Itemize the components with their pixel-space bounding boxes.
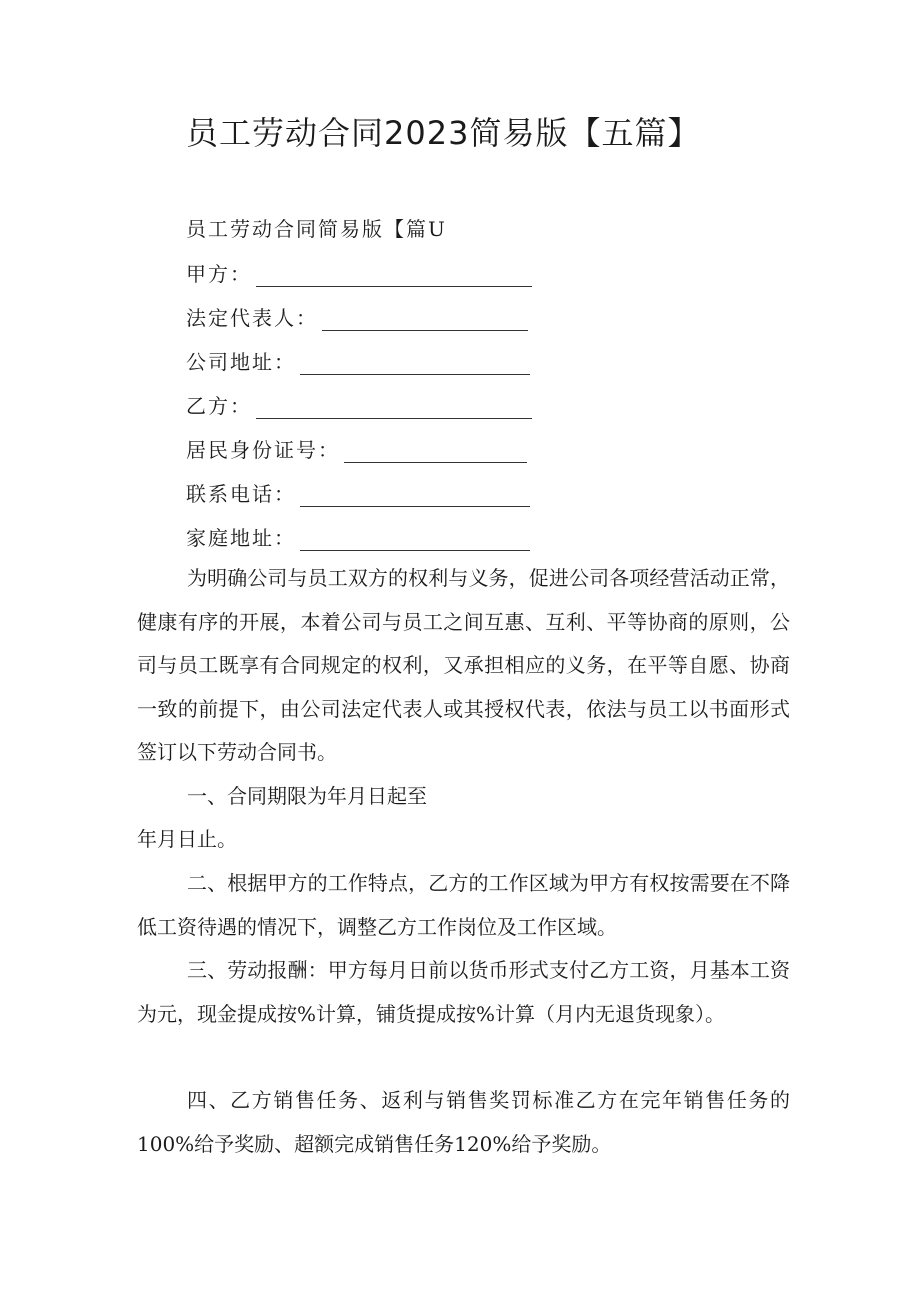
blank-line bbox=[300, 354, 530, 375]
field-label: 家庭地址： bbox=[186, 526, 296, 550]
document-title: 员工劳动合同2023简易版【五篇】 bbox=[186, 114, 701, 152]
field-phone bbox=[186, 478, 530, 507]
clause-4-paragraph: 四、乙方销售任务、返利与销售奖罚标准乙方在完年销售任务的100%给予奖励、超额完成销售任务120%给予奖励。 bbox=[137, 1088, 790, 1156]
field-id-number bbox=[186, 434, 527, 463]
blank-line bbox=[256, 398, 532, 419]
field-party-b bbox=[186, 390, 532, 419]
field-company-address bbox=[186, 346, 530, 375]
field-label: 联系电话： bbox=[186, 482, 296, 506]
field-label: 法定代表人： bbox=[186, 306, 318, 330]
clause-1-line-1: 一、合同期限为年月日起至 bbox=[187, 784, 427, 808]
blank-line bbox=[300, 530, 530, 551]
field-home-address bbox=[186, 522, 530, 551]
field-label: 公司地址： bbox=[186, 350, 296, 374]
clause-1-line-2: 年月日止。 bbox=[137, 827, 237, 851]
field-label: 乙方： bbox=[186, 394, 252, 418]
field-legal-representative bbox=[186, 302, 528, 331]
clause-3-paragraph: 三、劳动报酬：甲方每月日前以货币形式支付乙方工资，月基本工资为元，现金提成按%计算，铺货提成按%计算（月内无退货现象）。 bbox=[137, 958, 790, 1026]
section-heading: 员工劳动合同简易版【篇U bbox=[186, 217, 447, 241]
blank-line bbox=[256, 266, 532, 287]
field-label: 甲方： bbox=[186, 262, 252, 286]
blank-line bbox=[344, 442, 527, 463]
blank-line bbox=[300, 486, 530, 507]
clause-2-paragraph: 二、根据甲方的工作特点，乙方的工作区域为甲方有权按需要在不降低工资待遇的情况下，调整乙方工作岗位及工作区域。 bbox=[137, 871, 790, 939]
field-label: 居民身份证号： bbox=[186, 438, 340, 462]
field-party-a bbox=[186, 258, 532, 287]
blank-line bbox=[322, 310, 528, 331]
intro-paragraph: 为明确公司与员工双方的权利与义务，促进公司各项经营活动正常，健康有序的开展，本着公司与员工之间互惠、互利、平等协商的原则，公司与员工既享有合同规定的权利，又承担相应的义务，在平等自愿、协商一致的前提下，由公司法定代表人或其授权代表，依法与员工以书面形式签订以下劳动合同书。 bbox=[137, 566, 790, 764]
